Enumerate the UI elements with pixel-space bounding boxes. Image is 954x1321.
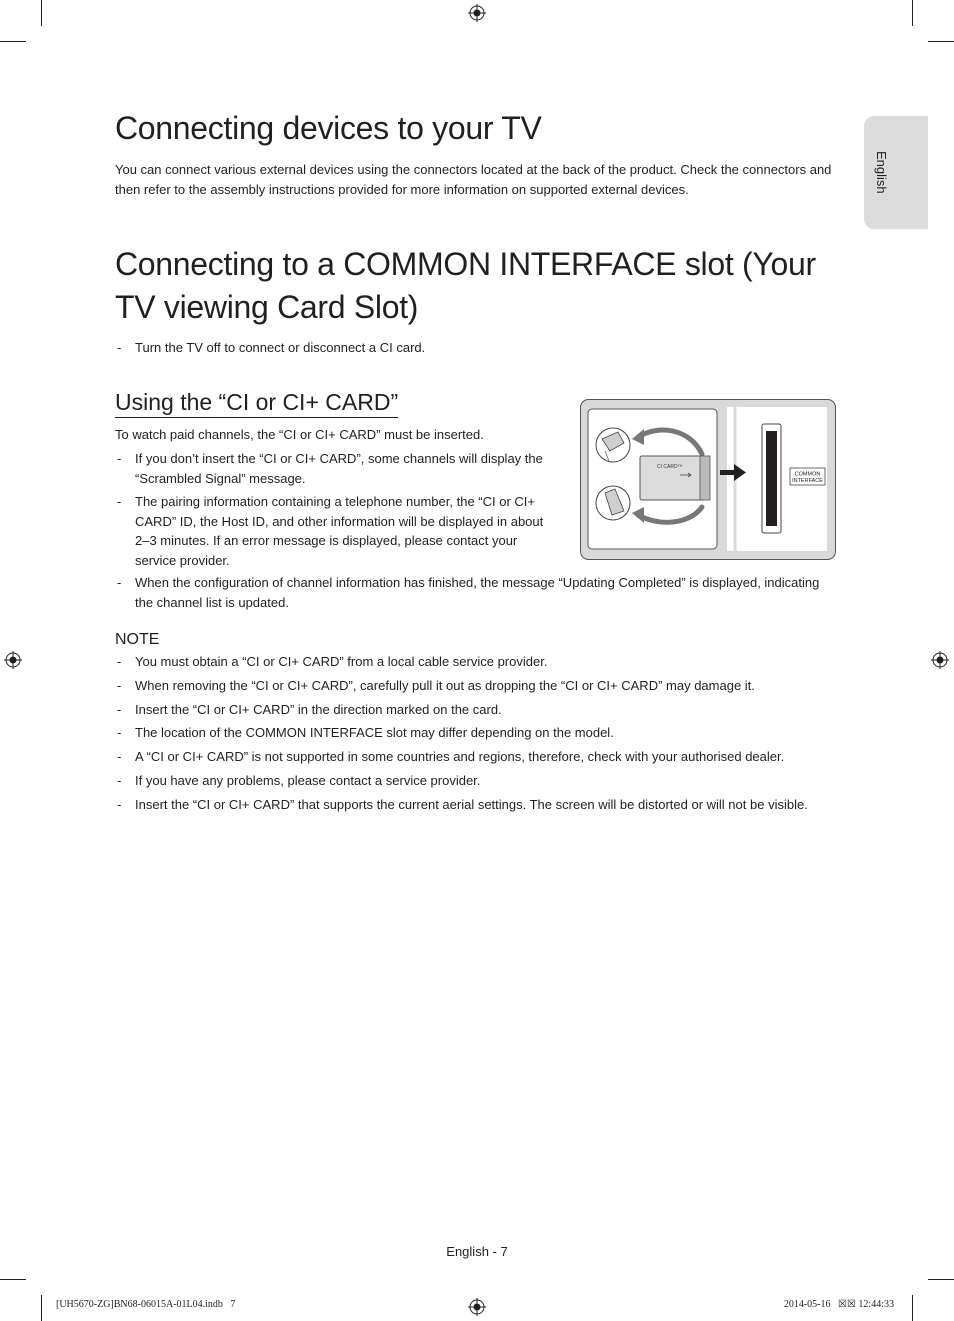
list-item: - If you don’t insert the “CI or CI+ CARD”, some channels will display the “Scrambled Signal” message.	[115, 449, 555, 488]
page-title: Connecting devices to your TV	[115, 110, 542, 146]
crop-mark	[41, 0, 42, 26]
footer-timestamp: 2014-05-16 ☒☒ 12:44:33	[783, 1299, 894, 1310]
crop-mark	[0, 1279, 26, 1280]
list-item: - Insert the “CI or CI+ CARD” that supports the current aerial settings. The screen will be distorted or will not be visible.	[115, 795, 837, 815]
registration-mark-icon	[468, 4, 486, 22]
crop-mark	[0, 41, 26, 42]
list-item: - When removing the “CI or CI+ CARD”, carefully pull it out as dropping the “CI or CI+ CARD” may damage it.	[115, 676, 837, 696]
slot-label-line1: COMMON	[794, 471, 821, 478]
list-item: - The pairing information containing a telephone number, the “CI or CI+ CARD” ID, the Host ID, and other information will be displayed in about 2–3 minutes. If an error message is displayed, please contact your service provider.	[115, 492, 555, 570]
crop-mark	[928, 41, 954, 42]
ci-card-list	[115, 449, 555, 574]
watch-paragraph: To watch paid channels, the “CI or CI+ CARD” must be inserted.	[115, 427, 484, 442]
list-item: - When the configuration of channel information has finished, the message “Updating Completed” is displayed, indicating the channel list is updated.	[115, 573, 837, 612]
registration-mark-icon	[468, 1298, 486, 1316]
crop-mark	[912, 0, 913, 26]
ci-card-insertion-diagram	[580, 399, 836, 560]
crop-mark	[928, 1279, 954, 1280]
common-interface-slot-icon	[762, 424, 781, 533]
list-item: - Insert the “CI or CI+ CARD” in the direction marked on the card.	[115, 700, 837, 720]
list-item: - A “CI or CI+ CARD” is not supported in some countries and regions, therefore, check with your authorised dealer.	[115, 747, 837, 767]
crop-mark	[912, 1295, 913, 1321]
list-item: - If you have any problems, please contact a service provider.	[115, 771, 837, 791]
list-item: - Turn the TV off to connect or disconnect a CI card.	[115, 338, 837, 358]
note-heading: NOTE	[115, 631, 160, 648]
list-item: - You must obtain a “CI or CI+ CARD” from a local cable service provider.	[115, 652, 837, 672]
footer-file-info: [UH5670-ZG]BN68-06015A-01L04.indb 7	[56, 1299, 236, 1310]
note-list	[115, 652, 837, 819]
registration-mark-icon	[931, 651, 949, 669]
intro-paragraph: You can connect various external devices using the connectors located at the back of the product. Check the connectors and then refer to the assembly instructions provided for more information on supported external devices.	[115, 162, 832, 197]
hand-icon	[596, 428, 630, 462]
list-item: - The location of the COMMON INTERFACE slot may differ depending on the model.	[115, 723, 837, 743]
registration-mark-icon	[4, 651, 22, 669]
subheading-ci-card	[115, 388, 398, 418]
section-title-common-interface: Connecting to a COMMON INTERFACE slot (Your TV viewing Card Slot)	[115, 246, 816, 325]
turn-off-note	[115, 338, 837, 362]
hand-icon	[596, 486, 630, 520]
ci-card-label: CI CARD™	[657, 464, 683, 470]
slot-label-line2: INTERFACE	[792, 478, 823, 484]
page-number: English - 7	[446, 1244, 508, 1259]
language-tab-label: English	[874, 151, 889, 194]
ci-card-icon	[640, 456, 710, 500]
crop-mark	[41, 1295, 42, 1321]
subheading-text: Using the “CI or CI+ CARD”	[115, 388, 398, 418]
ci-card-list-continued	[115, 573, 837, 616]
